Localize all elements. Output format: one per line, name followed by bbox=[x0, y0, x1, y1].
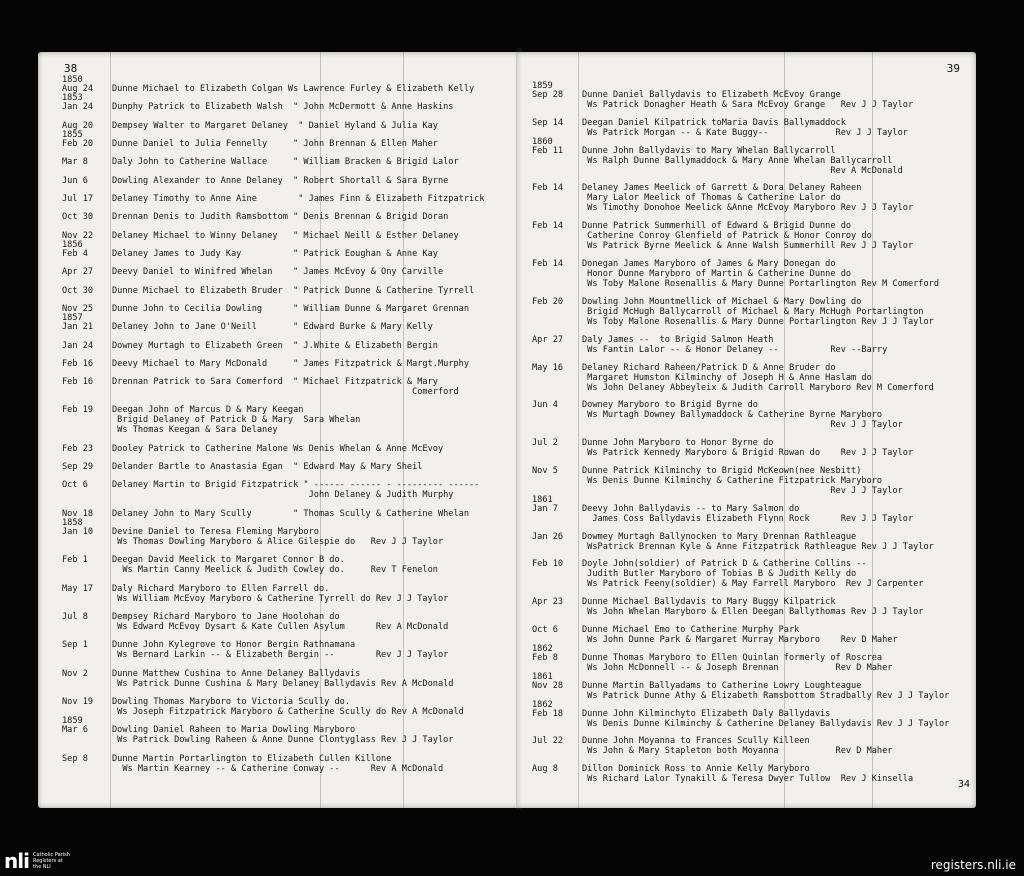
left-page bbox=[38, 52, 520, 808]
margin-mark: 34 bbox=[957, 779, 970, 790]
entry-text-line: Rev J J Taylor bbox=[582, 486, 903, 496]
entry-text-line: Comerford bbox=[112, 387, 459, 398]
entry-text-line: Dunne Michael Ballydavis to Mary Buggy Kilpatrick bbox=[582, 597, 836, 608]
entry-text-line: Dunne John Kylegrove to Honor Bergin Rathnamana bbox=[112, 640, 356, 651]
entry-text-line: Delaney Martin to Brigid Fitzpatrick " ------ ------ - --------- ------ bbox=[112, 480, 480, 491]
entry-date: Aug 20 bbox=[62, 120, 94, 131]
entry-date: Oct 6 bbox=[532, 625, 558, 636]
entry-text-line: Dunne Patrick Kilminchy to Brigid McKeown(nee Nesbitt) bbox=[582, 466, 862, 476]
entry-date: Nov 2 bbox=[62, 668, 88, 679]
entry-text-line: WsPatrick Brennan Kyle & Anne Fitzpatrick Rathleague Rev J J Taylor bbox=[582, 541, 934, 552]
entry-text-line: Ws Toby Malone Rosenallis & Mary Dunne Portarlington Rev J J Taylor bbox=[582, 316, 934, 327]
entry-text-line: Ws Martin Kearney -- & Catherine Conway -- Rev A McDonald bbox=[112, 763, 444, 774]
entry-text-line: Delaney Timothy to Anne Aine " James Finn & Elizabeth Fitzpatrick bbox=[112, 193, 485, 204]
entry-text-line: Drennan Patrick to Sara Comerford " Michael Fitzpatrick & Mary bbox=[112, 377, 438, 388]
entry-text-line: Ws William McEvoy Maryboro & Catherine Tyrrell do Rev J J Taylor bbox=[112, 593, 449, 604]
entry-text-line: Dunne Daniel Ballydavis to Elizabeth McEvoy Grange bbox=[582, 90, 841, 100]
entry-text-line: Ws Bernard Larkin -- & Elizabeth Bergin -- Rev J J Taylor bbox=[112, 650, 449, 661]
entry-year: 1862 bbox=[532, 643, 553, 654]
entry-text-line: Dempsey Walter to Margaret Delaney " Daniel Hyland & Julia Kay bbox=[112, 120, 438, 131]
entry-text-line: Ws Thomas Dowling Maryboro & Alice Gilespie do Rev J J Taylor bbox=[112, 537, 444, 548]
entry-text-line: Dunne Michael to Elizabeth Bruder " Patrick Dunne & Catherine Tyrrell bbox=[112, 285, 475, 296]
entry-text-line: Ws Martin Canny Meelick & Judith Cowley do. Rev T Fenelon bbox=[112, 565, 438, 576]
entry-text-line: Ws Toby Malone Rosenallis & Mary Dunne Portarlington Rev M Comerford bbox=[582, 279, 939, 290]
entry-text-line: Delaney John to Mary Scully " Thomas Scully & Catherine Whelan bbox=[112, 508, 469, 519]
entry-date: Sep 29 bbox=[62, 462, 94, 473]
entry-year: 1850 bbox=[62, 75, 83, 85]
entry-text-line: Ws Thomas Keegan & Sara Delaney bbox=[112, 425, 278, 436]
entry-date: Sep 28 bbox=[532, 90, 564, 100]
entry-text-line: Ws Timothy Donohoe Meelick &Anne McEvoy Maryboro Rev J J Taylor bbox=[582, 203, 914, 214]
entry-date: Sep 8 bbox=[62, 753, 88, 764]
entry-date: Jan 10 bbox=[62, 527, 94, 538]
entry-date: Feb 23 bbox=[62, 443, 94, 454]
logo-text: Catholic Parish Registers at the NLI bbox=[32, 852, 70, 870]
entry-date: Aug 24 bbox=[62, 84, 94, 94]
entry-date: Feb 14 bbox=[532, 183, 564, 194]
entry-date: Jan 24 bbox=[62, 340, 94, 351]
entry-text-line: Dunne Michael Emo to Catherine Murphy Park bbox=[582, 625, 800, 636]
entry-date: Apr 27 bbox=[62, 267, 94, 278]
entry-text-line: Dunne John Maryboro to Honor Byrne do bbox=[582, 438, 774, 449]
entry-year: 1859 bbox=[532, 81, 553, 91]
entry-year: 1855 bbox=[62, 129, 83, 140]
entry-text-line: Deegan John of Marcus D & Mary Keegan bbox=[112, 405, 304, 416]
entry-text-line: Ws Patrick Dunne Athy & Elizabeth Ramsbottom Stradbally Rev J J Taylor bbox=[582, 690, 950, 701]
entry-date: Mar 6 bbox=[62, 725, 88, 736]
entry-text-line: Delaney John to Jane O'Neill " Edward Burke & Mary Kelly bbox=[112, 322, 433, 333]
entry-text-line: Dunne Matthew Cushina to Anne Delaney Ballydavis bbox=[112, 668, 361, 679]
entry-date: Jan 21 bbox=[62, 322, 94, 333]
entry-text-line: Deevy Michael to Mary McDonald " James Fitzpatrick & Margt.Murphy bbox=[112, 358, 469, 369]
entry-year: 1861 bbox=[532, 671, 553, 682]
entry-text-line: Dunne John to Cecilia Dowling " William Dunne & Margaret Grennan bbox=[112, 303, 469, 314]
entry-date: Nov 19 bbox=[62, 697, 94, 708]
entry-text-line: Ws John Whelan Maryboro & Ellen Deegan Ballythomas Rev J J Taylor bbox=[582, 607, 924, 618]
entry-text-line: Dowling Alexander to Anne Delaney " Robert Shortall & Sara Byrne bbox=[112, 175, 449, 186]
entry-text-line: Dunne John Ballydavis to Mary Whelan Ballycarroll bbox=[582, 145, 836, 156]
entry-text-line: Ws John McDonnell -- & Joseph Brennan Rev D Maher bbox=[582, 662, 893, 673]
entry-date: Oct 6 bbox=[62, 480, 88, 491]
entry-text-line: Ws Murtagh Downey Ballymaddock & Catherine Byrne Maryboro bbox=[582, 410, 883, 421]
entry-text-line: Daly Richard Maryboro to Ellen Farrell do. bbox=[112, 583, 330, 594]
entry-date: Feb 19 bbox=[62, 405, 94, 416]
entry-text-line: Ws Denis Dunne Kilminchy & Catherine Delaney Ballydavis Rev J J Taylor bbox=[582, 718, 950, 729]
entry-date: Jul 2 bbox=[532, 438, 558, 449]
entry-text-line: Margaret Humston Kilminchy of Joseph H & Anne Haslam do bbox=[582, 372, 872, 383]
entry-text-line: Dunne Michael to Elizabeth Colgan Ws Lawrence Furley & Elizabeth Kelly bbox=[112, 84, 475, 94]
entry-date: Feb 14 bbox=[532, 259, 564, 270]
entry-text-line: Dillon Dominick Ross to Annie Kelly Maryboro bbox=[582, 764, 810, 775]
entry-text-line: Ws Patrick Byrne Meelick & Anne Walsh Summerhill Rev J J Taylor bbox=[582, 241, 914, 252]
entry-text-line: Delaney Michael to Winny Delaney " Michael Neill & Esther Delaney bbox=[112, 230, 459, 241]
entry-date: Jul 8 bbox=[62, 612, 88, 623]
entry-date: Feb 20 bbox=[62, 138, 94, 149]
entry-text-line: Deegan Daniel Kilpatrick toMaria Davis Ballymaddock bbox=[582, 117, 846, 128]
entry-year: 1859 bbox=[62, 716, 83, 727]
entry-text-line: Ws Patrick Kennedy Maryboro & Brigid Rowan do Rev J J Taylor bbox=[582, 448, 914, 459]
entry-year: 1862 bbox=[532, 699, 553, 710]
entry-date: Jan 24 bbox=[62, 102, 94, 113]
entry-date: Sep 14 bbox=[532, 117, 564, 128]
site-url[interactable]: registers.nli.ie bbox=[930, 858, 1016, 872]
entry-text-line: Delaney James to Judy Kay " Patrick Eoughan & Anne Kay bbox=[112, 248, 438, 259]
entry-date: May 17 bbox=[62, 583, 94, 594]
entry-text-line: Judith Butler Maryboro of Tobias B & Judith Kelly do bbox=[582, 569, 857, 580]
entry-date: Feb 10 bbox=[532, 559, 564, 570]
right-page bbox=[516, 52, 976, 808]
entry-text-line: Ws John Dunne Park & Margaret Murray Maryboro Rev D Maher bbox=[582, 635, 898, 646]
entry-date: Feb 16 bbox=[62, 358, 94, 369]
entry-text-line: Deevy John Ballydavis -- to Mary Salmon do bbox=[582, 503, 800, 514]
nli-logo bbox=[4, 850, 70, 872]
entry-date: Jun 6 bbox=[62, 175, 88, 186]
entry-text-line: Delaney Richard Raheen/Patrick D & Anne Bruder do bbox=[582, 362, 836, 373]
entry-year: 1861 bbox=[532, 494, 553, 505]
entry-date: Sep 1 bbox=[62, 640, 88, 651]
entry-date: Nov 5 bbox=[532, 466, 558, 476]
entry-text-line: Dunne John Kilminchyto Elizabeth Daly Ballydavis bbox=[582, 708, 831, 719]
entry-date: Nov 18 bbox=[62, 508, 94, 519]
entry-date: Oct 30 bbox=[62, 212, 94, 223]
entry-text-line: Dempsey Richard Maryboro to Jane Hoolohan do bbox=[112, 612, 340, 623]
entry-text-line: Ws Patrick Feeny(soldier) & May Farrell Maryboro Rev J Carpenter bbox=[582, 579, 924, 590]
entry-text-line: Deevy Daniel to Winifred Whelan " James McEvoy & Ony Carville bbox=[112, 267, 444, 278]
entry-date: Jul 22 bbox=[532, 736, 564, 747]
entry-text-line: Devine Daniel to Teresa Fleming Maryboro bbox=[112, 527, 319, 538]
entry-date: Apr 23 bbox=[532, 597, 564, 608]
entry-text-line: Dunne Thomas Maryboro to Ellen Quinlan formerly of Roscrea bbox=[582, 652, 883, 663]
entry-date: Apr 27 bbox=[532, 334, 564, 345]
page-number: 38 bbox=[64, 62, 78, 75]
entry-date: Feb 8 bbox=[532, 652, 558, 663]
entry-text-line: Daly James -- to Brigid Salmon Heath bbox=[582, 334, 774, 345]
page-number: 39 bbox=[946, 62, 960, 75]
entry-text-line: Daly John to Catherine Wallace " William Bracken & Brigid Lalor bbox=[112, 157, 459, 168]
entry-date: Nov 22 bbox=[62, 230, 94, 241]
entry-text-line: Brigid McHugh Ballycarroll of Michael & Mary McHugh Portarlington bbox=[582, 306, 924, 317]
entry-text-line: James Coss Ballydavis Elizabeth Flynn Rock Rev J J Taylor bbox=[582, 513, 914, 524]
entry-date: Feb 18 bbox=[532, 708, 564, 719]
entry-text-line: Catherine Conroy Glenfield of Patrick & Honor Conroy do bbox=[582, 231, 872, 242]
entry-text-line: Ws Patrick Dunne Cushina & Mary Delaney Ballydavis Rev A McDonald bbox=[112, 678, 454, 689]
entry-date: Jun 4 bbox=[532, 400, 558, 411]
entry-date: Feb 14 bbox=[532, 221, 564, 232]
entry-date: Jan 26 bbox=[532, 531, 564, 542]
entry-date: Oct 30 bbox=[62, 285, 94, 296]
entry-text-line: Dowling Thomas Maryboro to Victoria Scully do. bbox=[112, 697, 350, 708]
entry-text-line: Rev J J Taylor bbox=[582, 420, 903, 431]
entry-text-line: John Delaney & Judith Murphy bbox=[112, 490, 454, 501]
entry-text-line: Dowling Daniel Raheen to Maria Dowling Maryboro bbox=[112, 725, 356, 736]
entry-text-line: Brigid Delaney of Patrick D & Mary Sara Whelan bbox=[112, 415, 361, 426]
entry-year: 1857 bbox=[62, 313, 83, 324]
entry-text-line: Ws Patrick Donagher Heath & Sara McEvoy Grange Rev J J Taylor bbox=[582, 100, 914, 110]
entry-text-line: Ws Fantin Lalor -- & Honor Delaney -- Rev --Barry bbox=[582, 344, 888, 355]
entry-date: Feb 11 bbox=[532, 145, 564, 156]
entry-date: Aug 8 bbox=[532, 764, 558, 775]
entry-text-line: Ws John & Mary Stapleton both Moyanna Rev D Maher bbox=[582, 746, 893, 757]
entry-text-line: Dowling John Mountmellick of Michael & Mary Dowling do bbox=[582, 296, 862, 307]
ruled-line bbox=[110, 52, 111, 808]
entry-text-line: Downey Murtagh to Elizabeth Green " J.White & Elizabeth Bergin bbox=[112, 340, 438, 351]
entry-text-line: Mary Lalor Meelick of Thomas & Catherine Lalor do bbox=[582, 193, 841, 204]
entry-text-line: Ws John Delaney Abbeyleix & Judith Carroll Maryboro Rev M Comerford bbox=[582, 382, 934, 393]
entry-text-line: Deegan David Meelick to Margaret Connor B do. bbox=[112, 555, 345, 566]
entry-date: Feb 4 bbox=[62, 248, 88, 259]
entry-text-line: Dunphy Patrick to Elizabeth Walsh " John McDermott & Anne Haskins bbox=[112, 102, 454, 113]
entry-date: Jul 17 bbox=[62, 193, 94, 204]
entry-date: May 16 bbox=[532, 362, 564, 373]
entry-text-line: Dowmey Murtagh Ballynocken to Mary Drennan Rathleague bbox=[582, 531, 857, 542]
entry-text-line: Rev A McDonald bbox=[582, 165, 903, 176]
entry-text-line: Ws Denis Dunne Kilminchy & Catherine Fitzpatrick Maryboro bbox=[582, 476, 883, 486]
entry-text-line: Ws Joseph Fitzpatrick Maryboro & Catherine Scully do Rev A McDonald bbox=[112, 707, 464, 718]
entry-text-line: Ws Richard Lalor Tynakill & Teresa Dwyer Tullow Rev J Kinsella bbox=[582, 774, 914, 785]
entry-text-line: Downey Maryboro to Brigid Byrne do bbox=[582, 400, 758, 411]
ruled-line bbox=[578, 52, 579, 808]
entry-text-line: Ws Patrick Dowling Raheen & Anne Dunne Clontyglass Rev J J Taylor bbox=[112, 735, 454, 746]
entry-text-line: Dunne John Moyanna to Frances Scully Killeen bbox=[582, 736, 810, 747]
entry-date: Nov 28 bbox=[532, 680, 564, 691]
entry-text-line: Ws Ralph Dunne Ballymaddock & Mary Anne Whelan Ballycarroll bbox=[582, 155, 893, 166]
entry-date: Feb 1 bbox=[62, 555, 88, 566]
entry-year: 1858 bbox=[62, 518, 83, 529]
entry-date: Feb 16 bbox=[62, 377, 94, 388]
entry-year: 1860 bbox=[532, 136, 553, 147]
entry-text-line: Doyle John(soldier) of Patrick D & Catherine Collins -- bbox=[582, 559, 867, 570]
logo-mark: nli bbox=[4, 849, 29, 873]
entry-date: Jan 7 bbox=[532, 503, 558, 514]
entry-text-line: Drennan Denis to Judith Ramsbottom " Denis Brennan & Brigid Doran bbox=[112, 212, 449, 223]
entry-text-line: Honor Dunne Maryboro of Martin & Catherine Dunne do bbox=[582, 269, 852, 280]
entry-text-line: Dunne Daniel to Julia Fennelly " John Brennan & Ellen Maher bbox=[112, 138, 438, 149]
entry-date: Feb 20 bbox=[532, 296, 564, 307]
entry-year: 1856 bbox=[62, 239, 83, 250]
entry-date: Nov 25 bbox=[62, 303, 94, 314]
entry-text-line: Ws Patrick Morgan -- & Kate Buggy-- Rev J J Taylor bbox=[582, 127, 908, 138]
entry-text-line: Dunne Patrick Summerhill of Edward & Brigid Dunne do bbox=[582, 221, 852, 232]
entry-text-line: Donegan James Maryboro of James & Mary Donegan do bbox=[582, 259, 836, 270]
entry-text-line: Delaney James Meelick of Garrett & Dora Delaney Raheen bbox=[582, 183, 862, 194]
entry-text-line: Delander Bartle to Anastasia Egan " Edward May & Mary Sheil bbox=[112, 462, 423, 473]
entry-text-line: Dunne Martin Portarlington to Elizabeth Cullen Killone bbox=[112, 753, 392, 764]
entry-year: 1853 bbox=[62, 93, 83, 104]
entry-text-line: Dooley Patrick to Catherine Malone Ws Denis Whelan & Anne McEvoy bbox=[112, 443, 444, 454]
entry-text-line: Ws Edward McEvoy Dysart & Kate Cullen Asylum Rev A McDonald bbox=[112, 622, 449, 633]
entry-text-line: Dunne Martin Ballyadams to Catherine Lowry Loughteague bbox=[582, 680, 862, 691]
entry-date: Mar 8 bbox=[62, 157, 88, 168]
